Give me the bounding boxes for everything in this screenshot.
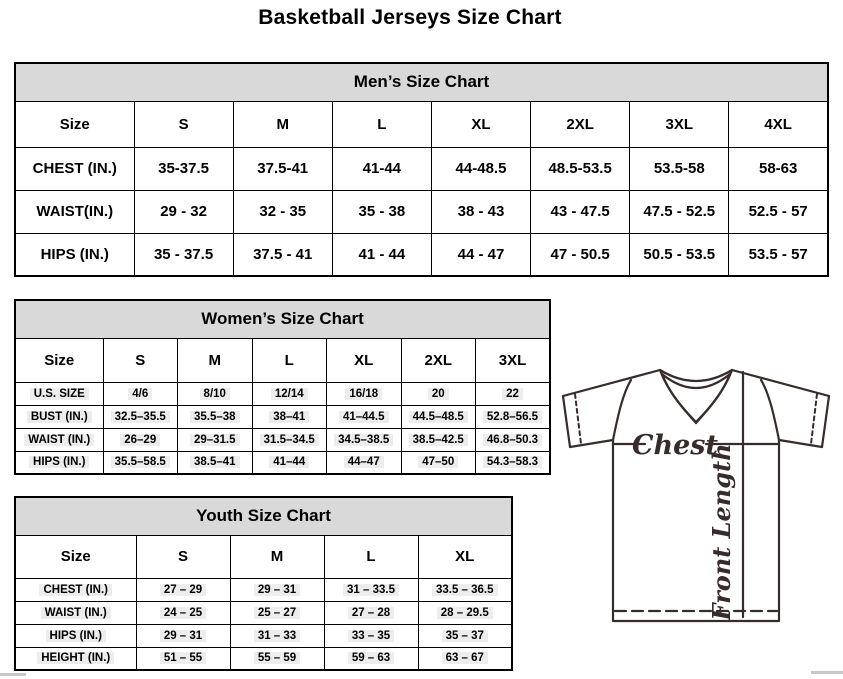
size-header-cell: Size xyxy=(15,338,103,382)
cell-value: 53.5 - 57 xyxy=(729,233,828,276)
size-header-cell: Size xyxy=(15,101,134,147)
cell-value: 44-48.5 xyxy=(431,147,530,190)
size-column-header: 4XL xyxy=(729,101,828,147)
cell-value: 31.5–34.5 xyxy=(252,428,327,451)
cell-value: 31 – 33.5 xyxy=(324,578,418,601)
table-title-row xyxy=(15,63,828,101)
row-label: HIPS (IN.) xyxy=(15,233,134,276)
size-column-header: S xyxy=(136,535,230,578)
table-header-row xyxy=(15,338,550,382)
mens-size-table xyxy=(14,62,829,277)
cell-value: 29 – 31 xyxy=(136,624,230,647)
cell-value: 58-63 xyxy=(729,147,828,190)
size-column-header: 2XL xyxy=(531,101,630,147)
cell-value: 24 – 25 xyxy=(136,601,230,624)
size-column-header: M xyxy=(178,338,253,382)
cell-value: 44 - 47 xyxy=(431,233,530,276)
cell-value: 52.5 - 57 xyxy=(729,190,828,233)
scrollbar-fragment-right xyxy=(811,671,843,674)
size-column-header: XL xyxy=(327,338,402,382)
table-row xyxy=(15,647,512,670)
size-column-header: XL xyxy=(431,101,530,147)
cell-value: 34.5–38.5 xyxy=(327,428,402,451)
cell-value: 52.8–56.5 xyxy=(476,405,551,428)
cell-value: 35.5–38 xyxy=(178,405,253,428)
cell-value: 55 – 59 xyxy=(230,647,324,670)
size-column-header: L xyxy=(324,535,418,578)
cell-value: 63 – 67 xyxy=(418,647,512,670)
cell-value: 43 - 47.5 xyxy=(531,190,630,233)
cell-value: 33 – 35 xyxy=(324,624,418,647)
table-title: Men’s Size Chart xyxy=(15,63,828,101)
size-column-header: 2XL xyxy=(401,338,476,382)
size-column-header: XL xyxy=(418,535,512,578)
table-header-row xyxy=(15,101,828,147)
cell-value: 31 – 33 xyxy=(230,624,324,647)
table-header-row xyxy=(15,535,512,578)
cell-value: 38.5–42.5 xyxy=(401,428,476,451)
table-row xyxy=(15,233,828,276)
cell-value: 20 xyxy=(401,382,476,405)
cell-value: 47 - 50.5 xyxy=(531,233,630,276)
row-label: CHEST (IN.) xyxy=(15,147,134,190)
table-row xyxy=(15,405,550,428)
cell-value: 35.5–58.5 xyxy=(103,451,178,474)
size-column-header: L xyxy=(332,101,431,147)
cell-value: 35 – 37 xyxy=(418,624,512,647)
row-label: WAIST(IN.) xyxy=(15,190,134,233)
row-label: WAIST (IN.) xyxy=(15,601,136,624)
cell-value: 37.5-41 xyxy=(233,147,332,190)
cell-value: 16/18 xyxy=(327,382,402,405)
cell-value: 50.5 - 53.5 xyxy=(630,233,729,276)
table-row xyxy=(15,382,550,405)
jersey-measurement-diagram xyxy=(556,360,840,677)
table-title-row xyxy=(15,300,550,338)
size-column-header: M xyxy=(233,101,332,147)
cell-value: 22 xyxy=(476,382,551,405)
cell-value: 27 – 29 xyxy=(136,578,230,601)
cell-value: 37.5 - 41 xyxy=(233,233,332,276)
cell-value: 38 - 43 xyxy=(431,190,530,233)
cell-value: 47.5 - 52.5 xyxy=(630,190,729,233)
table-row xyxy=(15,428,550,451)
cell-value: 32.5–35.5 xyxy=(103,405,178,428)
cell-value: 35 - 37.5 xyxy=(134,233,233,276)
cell-value: 26–29 xyxy=(103,428,178,451)
cell-value: 35 - 38 xyxy=(332,190,431,233)
cell-value: 33.5 – 36.5 xyxy=(418,578,512,601)
youth-size-table xyxy=(14,496,513,671)
size-column-header: S xyxy=(134,101,233,147)
scrollbar-fragment-left xyxy=(0,673,26,676)
cell-value: 41–44 xyxy=(252,451,327,474)
cell-value: 25 – 27 xyxy=(230,601,324,624)
row-label: HIPS (IN.) xyxy=(15,624,136,647)
cell-value: 44.5–48.5 xyxy=(401,405,476,428)
size-column-header: 3XL xyxy=(630,101,729,147)
cell-value: 38–41 xyxy=(252,405,327,428)
cell-value: 48.5-53.5 xyxy=(531,147,630,190)
cell-value: 28 – 29.5 xyxy=(418,601,512,624)
cell-value: 46.8–50.3 xyxy=(476,428,551,451)
row-label: U.S. SIZE xyxy=(15,382,103,405)
row-label: HIPS (IN.) xyxy=(15,451,103,474)
cell-value: 29–31.5 xyxy=(178,428,253,451)
cell-value: 29 - 32 xyxy=(134,190,233,233)
table-title: Youth Size Chart xyxy=(15,497,512,535)
size-column-header: L xyxy=(252,338,327,382)
cell-value: 29 – 31 xyxy=(230,578,324,601)
table-row xyxy=(15,147,828,190)
table-title: Women’s Size Chart xyxy=(15,300,550,338)
table-row xyxy=(15,451,550,474)
cell-value: 32 - 35 xyxy=(233,190,332,233)
table-row xyxy=(15,624,512,647)
row-label: CHEST (IN.) xyxy=(15,578,136,601)
cell-value: 8/10 xyxy=(178,382,253,405)
cell-value: 54.3–58.3 xyxy=(476,451,551,474)
cell-value: 38.5–41 xyxy=(178,451,253,474)
cell-value: 44–47 xyxy=(327,451,402,474)
page-title: Basketball Jerseys Size Chart xyxy=(258,6,562,29)
table-title-row xyxy=(15,497,512,535)
cell-value: 59 – 63 xyxy=(324,647,418,670)
table-row xyxy=(15,190,828,233)
size-column-header: 3XL xyxy=(476,338,551,382)
chest-label: Chest xyxy=(632,430,718,461)
jersey-outline-icon xyxy=(556,360,840,677)
cell-value: 41-44 xyxy=(332,147,431,190)
row-label: BUST (IN.) xyxy=(15,405,103,428)
row-label: WAIST (IN.) xyxy=(15,428,103,451)
size-header-cell: Size xyxy=(15,535,136,578)
table-row xyxy=(15,578,512,601)
cell-value: 41–44.5 xyxy=(327,405,402,428)
womens-size-table xyxy=(14,299,551,475)
front-length-label: Front Length xyxy=(707,443,736,621)
cell-value: 51 – 55 xyxy=(136,647,230,670)
cell-value: 47–50 xyxy=(401,451,476,474)
size-column-header: S xyxy=(103,338,178,382)
table-row xyxy=(15,601,512,624)
row-label: HEIGHT (IN.) xyxy=(15,647,136,670)
cell-value: 4/6 xyxy=(103,382,178,405)
cell-value: 41 - 44 xyxy=(332,233,431,276)
cell-value: 53.5-58 xyxy=(630,147,729,190)
cell-value: 27 – 28 xyxy=(324,601,418,624)
cell-value: 35-37.5 xyxy=(134,147,233,190)
cell-value: 12/14 xyxy=(252,382,327,405)
size-column-header: M xyxy=(230,535,324,578)
